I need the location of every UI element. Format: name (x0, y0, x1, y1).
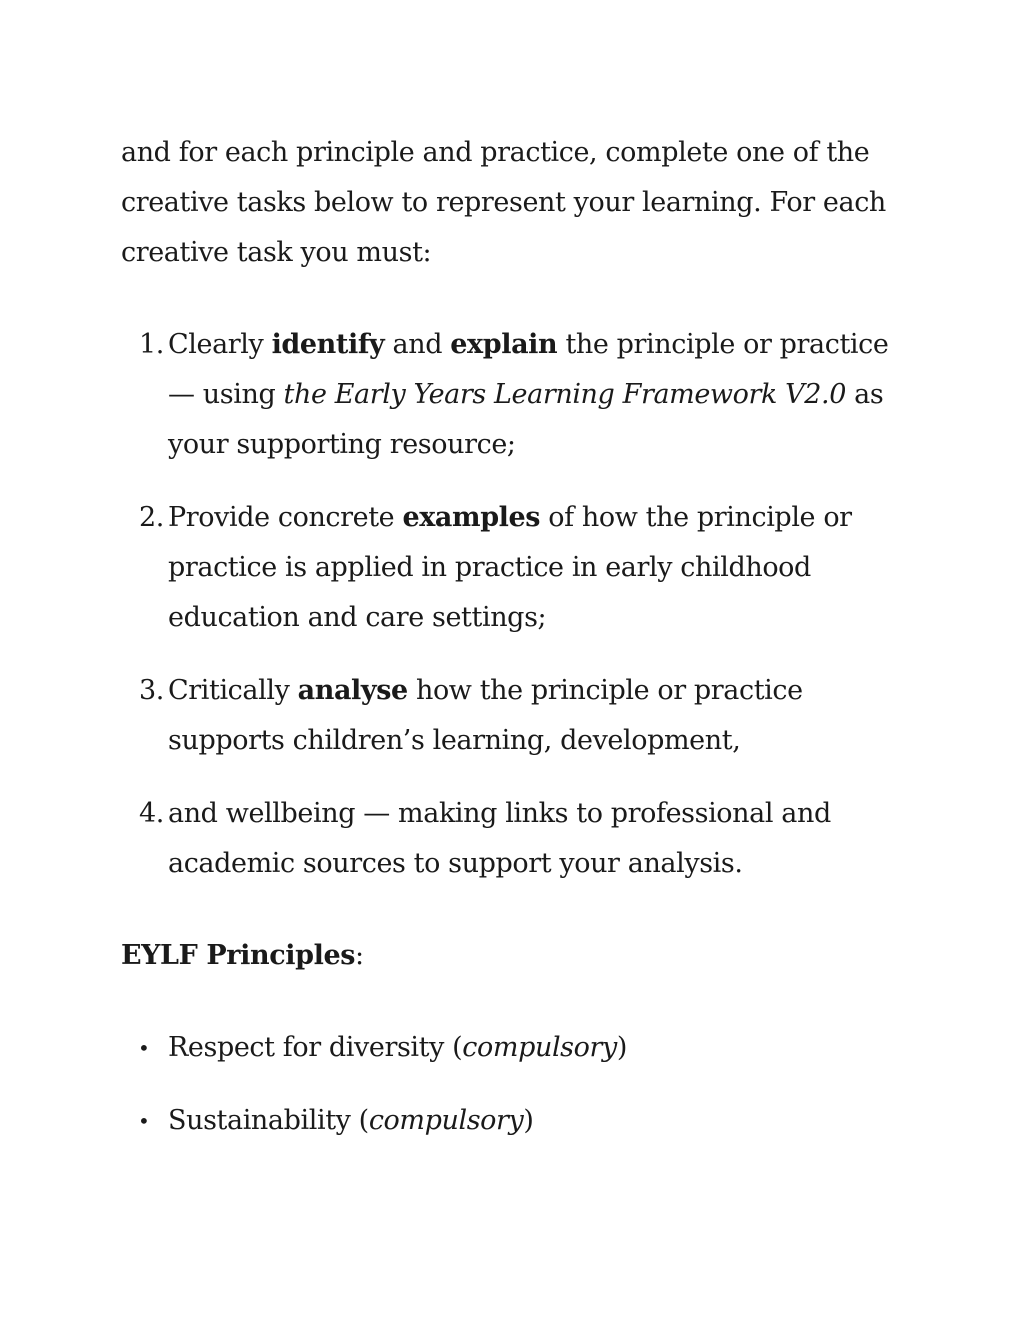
text: and wellbeing — making links to professional and academic sources to support your analysis. (168, 798, 831, 879)
list-item (121, 493, 911, 643)
list-number: 2. (139, 502, 164, 533)
principles-list (121, 1023, 911, 1146)
text: the principle or practice — using (168, 329, 889, 410)
heading-text: EYLF Principles (121, 940, 356, 971)
bullet-icon: • (138, 1036, 150, 1060)
text: how the principle or practice supports children’s learning, development, (168, 675, 803, 756)
emphasis-examples: examples (402, 502, 541, 533)
emphasis-explain: explain (450, 329, 558, 360)
text: Clearly (168, 329, 272, 360)
text: Sustainability ( (168, 1105, 369, 1136)
text: of how the principle or practice is applied in practice in early childhood education and care settings; (168, 502, 852, 633)
list-number: 3. (139, 675, 164, 706)
text: ) (616, 1032, 627, 1063)
emphasis-identify: identify (271, 329, 385, 360)
compulsory-label: compulsory (462, 1032, 617, 1063)
list-item (121, 789, 911, 889)
task-requirements-list (121, 320, 911, 889)
text: ) (523, 1105, 534, 1136)
list-item (121, 1023, 911, 1073)
principles-heading (121, 931, 911, 981)
bullet-icon: • (138, 1109, 150, 1133)
text: Provide concrete (168, 502, 403, 533)
text: as your supporting resource; (168, 379, 884, 460)
list-item (121, 666, 911, 766)
text: Respect for diversity ( (168, 1032, 463, 1063)
list-number: 1. (139, 329, 164, 360)
intro-paragraph: and for each principle and practice, complete one of the creative tasks below to represent your learning. For each creative task you must: (121, 137, 886, 268)
emphasis-analyse: analyse (297, 675, 408, 706)
text: Critically (168, 675, 298, 706)
list-number: 4. (139, 798, 164, 829)
document-page (121, 128, 911, 1169)
framework-title: the Early Years Learning Framework V2.0 (283, 379, 846, 410)
list-item (121, 320, 911, 470)
compulsory-label: compulsory (368, 1105, 524, 1136)
list-item (121, 1096, 911, 1146)
heading-colon: : (355, 940, 364, 971)
text: and (384, 329, 451, 360)
